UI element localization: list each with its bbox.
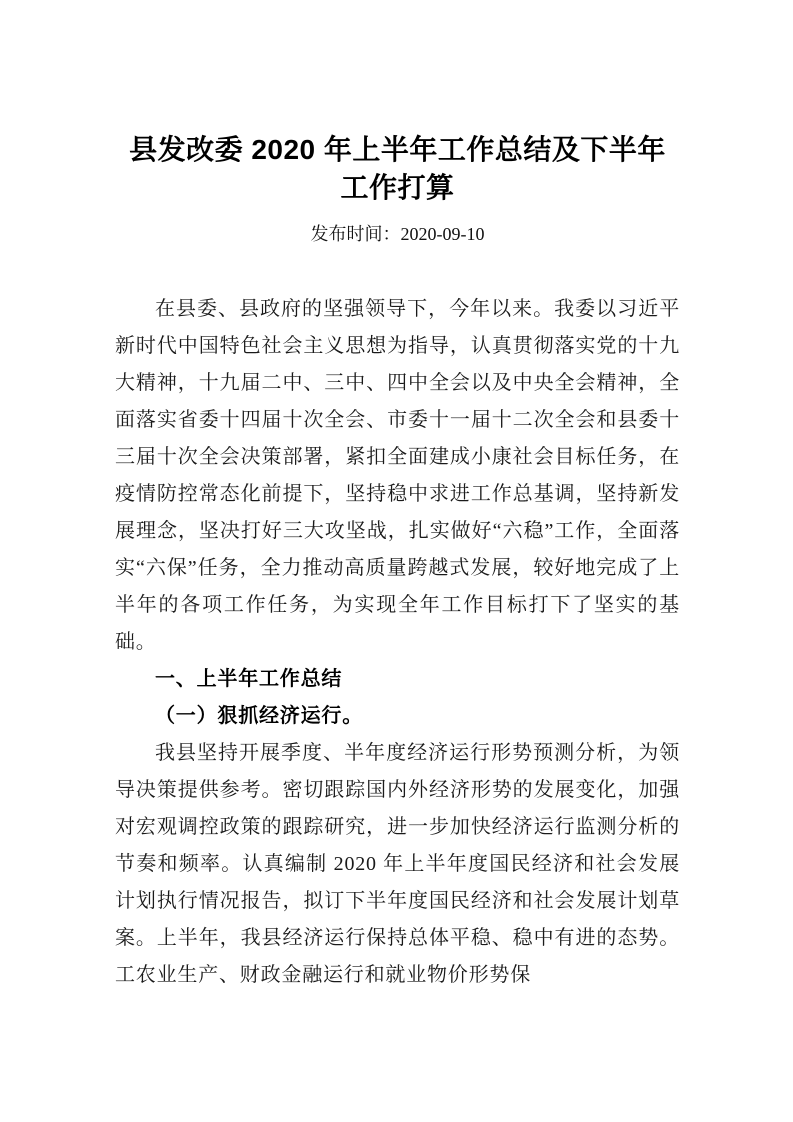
page-title-line-2: 工作打算 — [340, 172, 455, 203]
page-title-line-1: 县发改委 2020 年上半年工作总结及下半年 — [129, 134, 666, 165]
document-content-column — [115, 0, 680, 994]
section-heading-1: 一、上半年工作总结 — [155, 668, 343, 690]
publish-date: 发布时间：2020-09-10 — [310, 224, 485, 244]
intro-paragraph: 在县委、县政府的坚强领导下，今年以来。我委以习近平新时代中国特色社会主义思想为指导，认真贯彻落实党的十九大精神，十九届二中、三中、四中全会以及中央全会精神，全面落实省委十四届十次全会、市委十一届十二次全会和县委十三届十次全会决策部署，紧扣全面建成小康社会目标任务，在疫情防控常态化前提下，坚持稳中求进工作总基调，坚持新发展理念，坚决打好三大攻坚战，扎实做好“六稳”工作，全面落实“六保”任务，全力推动高质量跨越式发展，较好地完成了上半年的各项工作任务，为实现全年工作目标打下了坚实的基础。 — [115, 298, 680, 653]
subsection-heading-1: （一）狠抓经济运行。 — [155, 705, 363, 727]
economic-operation-paragraph: 我县坚持开展季度、半年度经济运行形势预测分析，为领导决策提供参考。密切跟踪国内外经济形势的发展变化，加强对宏观调控政策的跟踪研究，进一步加快经济运行监测分析的节奏和频率。认真编制 2020 年上半年度国民经济和社会发展计划执行情况报告，拟订下半年度国民经济和社会发展计划草案。上半年，我县经济运行保持总体平稳、稳中有进的态势。工农业生产、财政金融运行和就业物价形势保 — [115, 742, 680, 986]
page-title — [115, 0, 680, 207]
document-body — [115, 247, 680, 994]
